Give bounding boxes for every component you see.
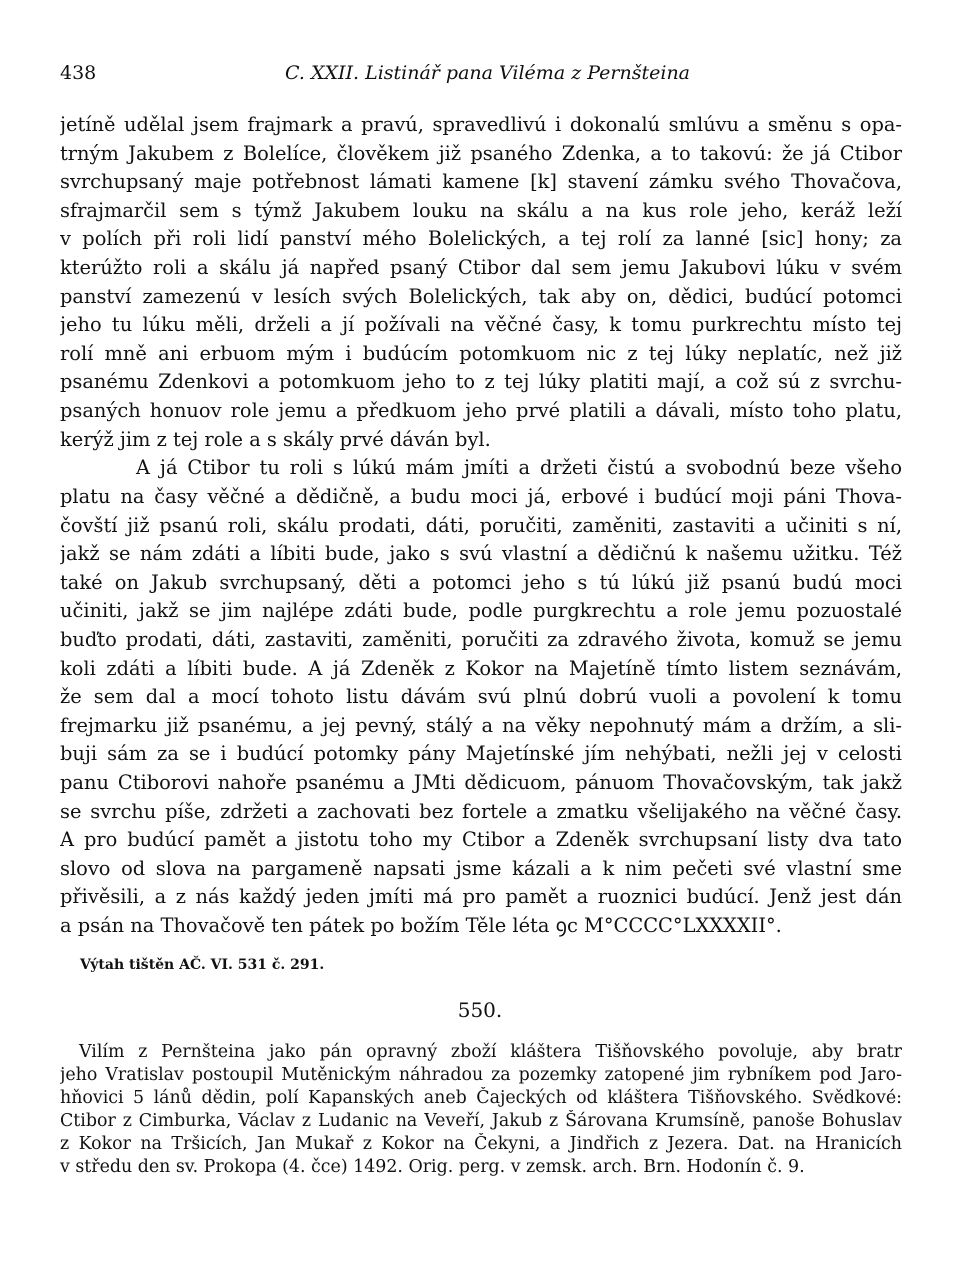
text-line: také on Jakub svrchupsaný, děti a potomci jeho s tú lúkú již psanú budú moci [60, 570, 902, 594]
text-line: kerýž jim z tej role a s skály prvé dáván byl. [60, 427, 491, 451]
page-number: 438 [60, 62, 97, 84]
text-line: rolí mně ani erbuom mým i budúcím potomkuom nic z tej lúky neplatíc, než již [60, 341, 902, 365]
text-line: A já Ctibor tu roli s lúkú mám jmíti a držeti čistú a svobodnú beze všeho [136, 456, 902, 480]
charter-text [60, 111, 902, 941]
text-line: učiniti, jakž se jim najlépe zdáti bude, podle purgkrechtu a role jemu pozuostalé [60, 599, 902, 623]
text-line: platu na časy věčné a dědičně, a budu moci já, erbové i budúcí moji páni Thova- [60, 484, 902, 508]
text-line: buji sám za se i budúcí potomky pány Majetínské jím nehýbati, nežli jej v celosti [60, 742, 902, 766]
text-line: A pro budúcí pamět a jistotu toho my Ctibor a Zdeněk svrchupsaní listy dva tato [60, 828, 902, 852]
running-title: C. XXII. Listinář pana Viléma z Pernšteina [285, 62, 691, 84]
text-line: psaných honuov role jemu a předkuom jeho prvé platili a dávali, místo toho platu, [60, 399, 902, 423]
text-line: v středu den sv. Prokopa (4. čce) 1492. Orig. perg. v zemsk. arch. Brn. Hodonín č. 9. [60, 1157, 805, 1178]
text-line: slovo od slova na pargameně napsati jsme kázali a k nim pečeti své vlastní sme [60, 856, 902, 880]
text-line: Vilím z Pernšteina jako pán opravný zboží kláštera Tišňovského povoluje, aby bratr [79, 1042, 902, 1062]
text-line: jetíně udělal jsem frajmark a pravú, spravedlivú i dokonalú smlúvu a směnu s opa- [60, 113, 902, 136]
page-header [60, 62, 900, 90]
text-line: frejmarku již psanému, a jej pevný, stálý a na věky nepohnutý mám a držím, a sli- [60, 713, 902, 737]
text-line: panství zamezenú v lesích svých Bolelických, tak aby on, dědici, budúcí potomci [60, 284, 902, 308]
text-line: že sem dal a mocí tohoto listu dávám svú plnú dobrú vuoli a povolení k tomu [60, 685, 902, 709]
regest-text [60, 1041, 902, 1180]
text-line: z Kokor na Tršicích, Jan Mukař z Kokor na Čekyni, a Jindřich z Jezera. Dat. na Hranicích [60, 1134, 902, 1155]
text-line: psanému Zdenkovi a potomkuom jeho to z tej lúky platiti mají, a což sú z svrchu- [60, 370, 902, 394]
text-line: svrchupsaný maje potřebnost lámati kamene [k] stavení zámku svého Thovačova, [60, 170, 902, 194]
text-line: jeho Vratislav postoupil Mutěnickým náhradou za pozemky zatopené jim rybníkem pod Jaro- [60, 1065, 902, 1086]
text-line: hňovici 5 lánů dědin, polí Kapanských aneb Čajeckých od kláštera Tišňovského. Svědkové: [60, 1088, 902, 1109]
text-line: trným Jakubem z Bolelíce, člověkem již psaného Zdenka, a to takovú: že já Ctibor [60, 141, 902, 165]
text-line: se svrchu píše, zdržeti a zachovati bez fortele a zmatku všelijakého na věčné časy. [60, 799, 902, 823]
text-line: čovští již psanú roli, skálu prodati, dáti, poručiti, zaměniti, zastaviti a učiniti s ní, [60, 513, 902, 537]
text-line: přivěsili, a z nás každý jeden jmíti má pro pamět a ruoznici budúcí. Jenž jest dán [60, 885, 902, 909]
document-number: 550. [457, 998, 503, 1022]
text-line: buďto prodati, dáti, zastaviti, zaměniti, poručiti za zdravého života, komuž se jemu [60, 627, 902, 651]
text-line: jeho tu lúku měli, drželi a jí požívali na věčné časy, k tomu purkrechtu místo tej [60, 313, 902, 337]
text-line: panu Ctiborovi nahoře psanému a JMti dědicuom, pánuom Thovačovským, tak jakž [60, 771, 902, 795]
text-line: koli zdáti a líbiti bude. A já Zdeněk z Kokor na Majetíně tímto listem seznávám, [60, 656, 902, 680]
source-note: Výtah tištěn AČ. VI. 531 č. 291. [80, 957, 325, 973]
text-line: jakž se nám zdáti a líbiti bude, jako s svú vlastní a dědičnú k našemu užitku. Též [60, 542, 902, 566]
text-line: Ctibor z Cimburka, Václav z Ludanic na Veveří, Jakub z Šárovana Krumsíně, panoše Bohuslav [60, 1111, 902, 1132]
text-line: kterúžto roli a skálu já napřed psaný Ctibor dal sem jemu Jakubovi lúku v svém [60, 256, 902, 280]
text-line: v polích při roli lidí panství mého Bolelických, a tej rolí za lanné [sic] hony; za [60, 227, 902, 251]
text-line: a psán na Thovačově ten pátek po božím Těle léta ꝯc M°CCCC°LXXXXII°. [60, 914, 782, 938]
text-line: sfrajmarčil sem s týmž Jakubem louku na skálu a na kus role jeho, keráž leží [60, 198, 902, 222]
